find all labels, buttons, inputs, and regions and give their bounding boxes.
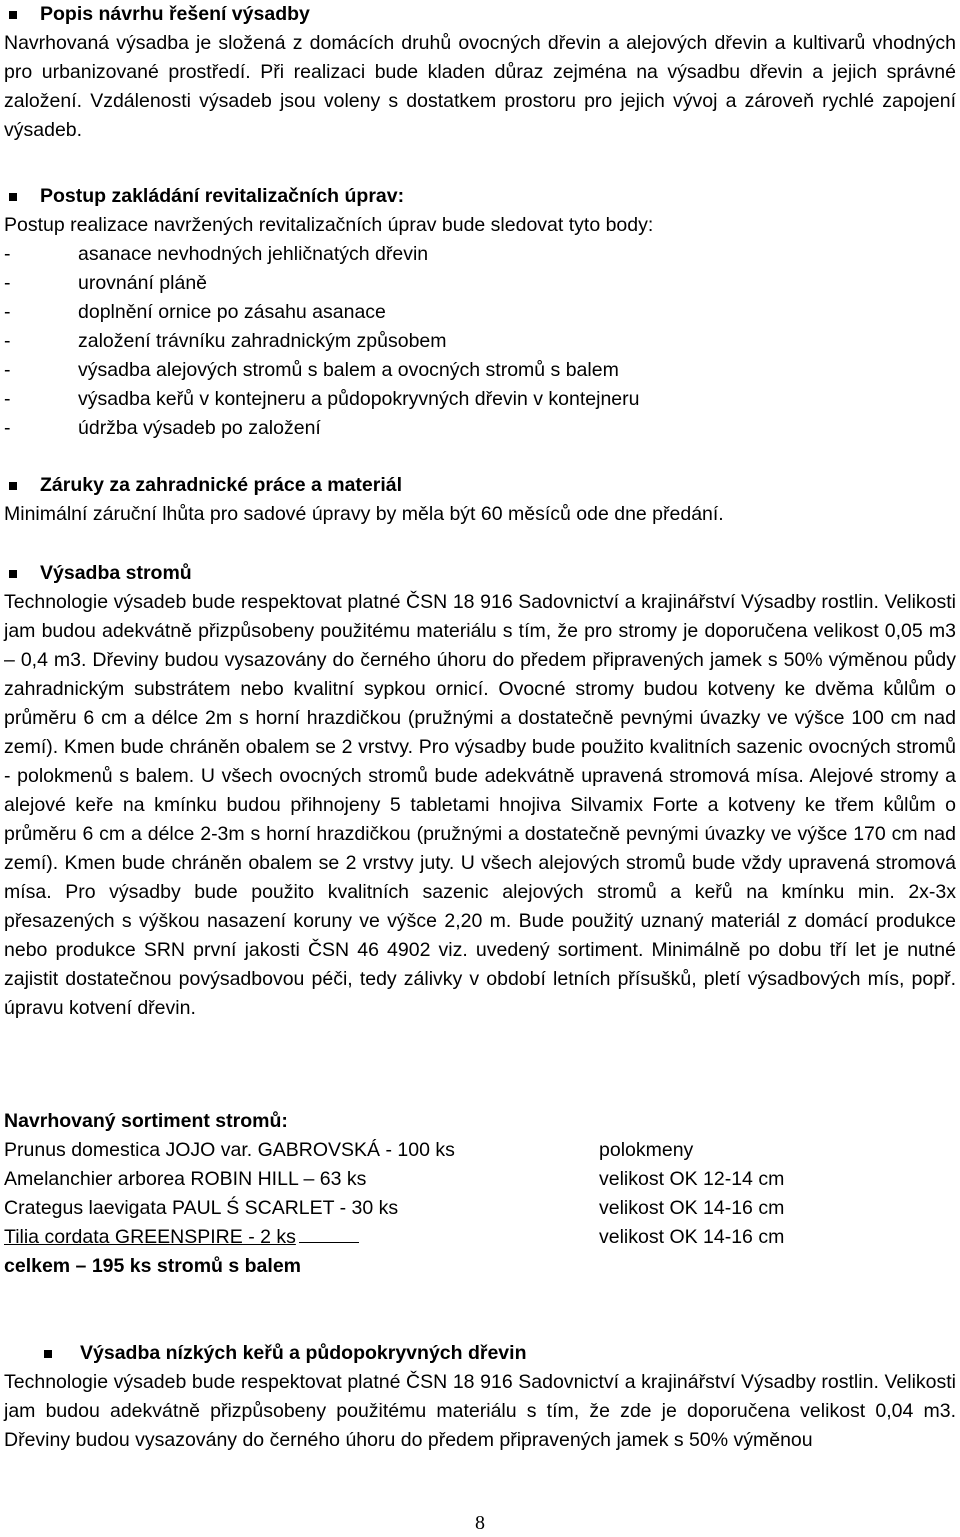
- sortiment-name: [4, 1136, 599, 1165]
- dash-marker: -: [4, 330, 11, 352]
- square-bullet-icon: [9, 193, 17, 201]
- sortiment-name: [4, 1165, 599, 1194]
- heading-text: Výsadba nízkých keřů a půdopokryvných dřevin: [80, 1342, 527, 1364]
- list-item-text: urovnání pláně: [78, 272, 208, 294]
- section-heading: [4, 0, 956, 29]
- square-bullet-icon: [9, 482, 17, 490]
- section-heading: [4, 182, 956, 211]
- section-heading: [4, 1339, 956, 1368]
- list-item: [4, 327, 956, 356]
- list-item-text: údržba výsadeb po založení: [78, 417, 321, 439]
- steps-list: [4, 240, 956, 443]
- list-item-text: výsadba alejových stromů s balem a ovocných stromů s balem: [78, 359, 619, 381]
- page-number: 8: [475, 1512, 485, 1534]
- dash-marker: -: [4, 388, 11, 410]
- sortiment-row: [4, 1165, 956, 1194]
- underline-rule: [299, 1225, 359, 1243]
- sortiment-name: [4, 1194, 599, 1223]
- list-item-text: výsadba keřů v kontejneru a půdopokryvných dřevin v kontejneru: [78, 388, 640, 410]
- dash-marker: -: [4, 417, 11, 439]
- square-bullet-icon: [9, 11, 17, 19]
- heading-text: Záruky za zahradnické práce a materiál: [40, 474, 403, 496]
- list-item: [4, 298, 956, 327]
- section-postup: [4, 182, 956, 443]
- section-heading: [4, 471, 956, 500]
- sortiment-row: [4, 1223, 956, 1252]
- sortiment-name-text: Tilia cordata GREENSPIRE - 2 ks: [4, 1226, 296, 1248]
- list-item-text: doplnění ornice po zásahu asanace: [78, 301, 386, 323]
- sortiment-name-text: Crategus laevigata PAUL Ś SCARLET - 30 ks: [4, 1197, 399, 1219]
- section-popis: [4, 0, 956, 145]
- list-item: [4, 385, 956, 414]
- list-item-text: asanace nevhodných jehličnatých dřevin: [78, 243, 429, 265]
- sortiment-size: velikost OK 14-16 cm: [599, 1226, 785, 1248]
- dash-marker: -: [4, 301, 11, 323]
- sortiment-table: [4, 1136, 956, 1252]
- paragraph: Navrhovaná výsadba je složená z domácích druhů ovocných dřevin a alejových dřevin a kultivarů vhodných pro urbanizované prostředí. Při realizaci bude kladen důraz zejména na výsadbu dřevin a jejich správné založení. Vzdálenosti výsadeb jsou voleny s dostatkem prostoru pro jejich vývoj a zároveň rychlé zapojení výsadeb.: [4, 32, 956, 141]
- section-sortiment: [4, 1107, 956, 1281]
- list-item: [4, 356, 956, 385]
- square-bullet-icon: [44, 1350, 52, 1358]
- sortiment-heading: Navrhovaný sortiment stromů:: [4, 1110, 288, 1132]
- square-bullet-icon: [9, 570, 17, 578]
- paragraph: Technologie výsadeb bude respektovat platné ČSN 18 916 Sadovnictví a krajinářství Výsadby rostlin. Velikosti jam budou adekvátně přizpůsobeny použitému materiálu s tím, že zde je doporučena velikost 0,04 m3. Dřeviny budou vysazovány do černého úhoru do předem připravených jamek s 50% výměnou: [4, 1371, 956, 1451]
- sortiment-name-text: Prunus domestica JOJO var. GABROVSKÁ - 100 ks: [4, 1139, 455, 1161]
- sortiment-name: [4, 1223, 599, 1252]
- heading-text: Výsadba stromů: [40, 562, 192, 584]
- paragraph: Postup realizace navržených revitalizačních úprav bude sledovat tyto body:: [4, 214, 654, 236]
- heading-text: Postup zakládání revitalizačních úprav:: [40, 185, 405, 207]
- section-zaruky: [4, 471, 956, 529]
- heading-text: Popis návrhu řešení výsadby: [40, 3, 310, 25]
- section-stromy: [4, 559, 956, 1023]
- paragraph: Technologie výsadeb bude respektovat platné ČSN 18 916 Sadovnictví a krajinářství Výsadby rostlin. Velikosti jam budou adekvátně přizpůsobeny použitému materiálu s tím, že pro stromy je doporučena velikost 0,05 m3 – 0,4 m3. Dřeviny budou vysazovány do černého úhoru do předem připravených jamek s 50% výměnou půdy zahradnickým substrátem nebo kvalitní sypkou ornicí. Ovocné stromy budou kotveny ke dvěma kůlům o průměru 6 cm a délce 2m s horní hrazdičkou (pružnými a dostatečně pevnými úvazky ve výšce 100 cm nad zemí). Kmen bude chráněn obalem se 2 vrstvy. Pro výsadby bude použito kvalitních sazenic ovocných stromů - polokmenů s balem. U všech ovocných stromů bude adekvátně upravená stromová mísa. Alejové stromy a alejové keře na kmínku budou přihnojeny 5 tabletami hnojiva Silvamix Forte a kotveny ke třem kůlům o průměru 6 cm a délce 2-3m s horní hrazdičkou (pružnými a dostatečně pevnými úvazky ve výšce 170 cm nad zemí). Kmen bude chráněn obalem se 2 vrstvy juty. U všech alejových stromů bude vždy upravená stromová mísa. Pro výsadby bude použito kvalitních sazenic alejových stromů a keřů na kmínku min. 2x-3x přesazených s výškou nasazení koruny ve výšce 2,20 m. Bude použitý uznaný materiál z domácí produkce nebo produkce SRN první jakosti ČSN 46 4902 viz. uvedený sortiment. Minimálně po dobu tří let je nutné zajistit dostatečnou povýsadbovou péči, tedy zálivky v období letních přísušků, pletí výsadbových mís, popř. úpravu kotvení dřevin.: [4, 591, 956, 1019]
- sortiment-size: polokmeny: [599, 1139, 694, 1161]
- dash-marker: -: [4, 243, 11, 265]
- sortiment-total: celkem – 195 ks stromů s balem: [4, 1255, 302, 1277]
- list-item: [4, 269, 956, 298]
- section-heading: [4, 559, 956, 588]
- list-item-text: založení trávníku zahradnickým způsobem: [78, 330, 447, 352]
- sortiment-row: [4, 1194, 956, 1223]
- dash-marker: -: [4, 272, 11, 294]
- sortiment-row: [4, 1136, 956, 1165]
- sortiment-size: velikost OK 12-14 cm: [599, 1168, 785, 1190]
- list-item: [4, 240, 956, 269]
- paragraph: Minimální záruční lhůta pro sadové úpravy by měla být 60 měsíců ode dne předání.: [4, 503, 724, 525]
- dash-marker: -: [4, 359, 11, 381]
- section-kere: [4, 1339, 956, 1455]
- sortiment-name-text: Amelanchier arborea ROBIN HILL – 63 ks: [4, 1168, 367, 1190]
- sortiment-size: velikost OK 14-16 cm: [599, 1197, 785, 1219]
- list-item: [4, 414, 956, 443]
